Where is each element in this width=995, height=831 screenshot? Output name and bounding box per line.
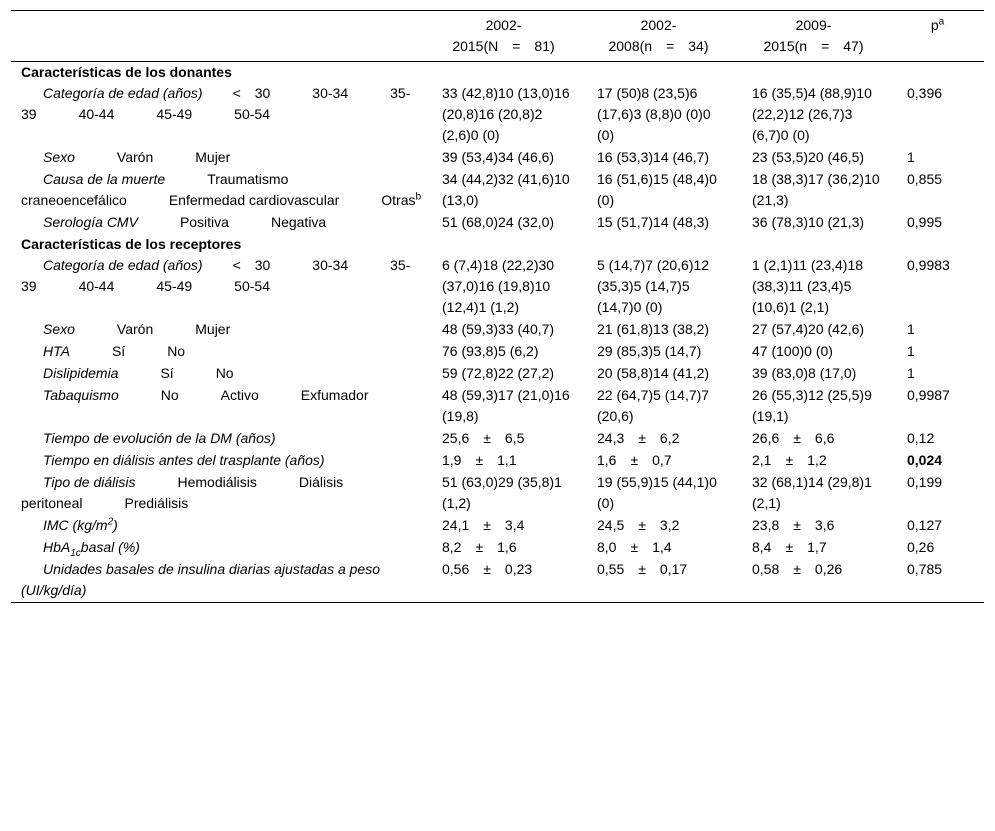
table-row: Unidades basales de insulina diarias ajustadas a peso (UI/kg/día) 0,56 ± 0,23 0,55 ± 0,17 0,58 ± 0,26 0,785 <box>11 559 984 603</box>
header-2002-2008: 2002- 2008(n = 34) <box>608 17 709 54</box>
table-row: Tabaquismo No Activo Exfumador 48 (59,3)17 (21,0)16 (19,8) 22 (64,7)5 (14,7)7 (20,6) 26 (55,3)12 (25,5)9 (19,1) 0,9987 <box>43 387 950 424</box>
header-empty <box>11 11 426 62</box>
table-row: Tiempo de evolución de la DM (años) 25,6 ± 6,5 24,3 ± 6,2 26,6 ± 6,6 0,12 <box>43 430 935 446</box>
section-donors: Características de los donantes <box>21 64 232 80</box>
table-row: Dislipidemia Sí No 59 (72,8)22 (27,2) 20 (58,8)14 (41,2) 39 (83,0)8 (17,0) 1 <box>43 365 915 381</box>
table-row: Serología CMV Positiva Negativa 51 (68,0)24 (32,0) 15 (51,7)14 (48,3) 36 (78,3)10 (21,3) 0,995 <box>43 214 943 230</box>
header-p: $p^a$ <box>930 16 945 33</box>
table-row: Tiempo en diálisis antes del trasplante (años) 1,9 ± 1,1 1,6 ± 0,7 2,1 ± 1,2 0,024 <box>43 452 943 468</box>
table-row: IMC $(kg/m^2)$ 24,1 ± 3,4 24,5 ± 3,2 23,8 ± 3,6 0,127 <box>43 516 943 533</box>
table-container <box>11 10 984 603</box>
table-row: Sexo Varón Mujer 48 (59,3)33 (40,7) 21 (61,8)13 (38,2) 27 (57,4)20 (42,6) 1 <box>43 321 915 337</box>
table-row: Sexo Varón Mujer 39 (53,4)34 (46,6) 16 (53,3)14 (46,7) 23 (53,5)20 (46,5) 1 <box>43 149 915 165</box>
table-row: Categoría de edad (años) < 30 30-34 35-39 40-44 45-49 50-54 6 (7,4)18 (22,2)30 (37,0)16 (19,8)10 (12,4)1 (1,2) 5 (14,7)7 (20,6)12 (35,3)5 (14,7)5 (14,7)0 (0) 1 (2,1)11 (23,4)18 (38,3)11 (23,4)5 (10,6)1 (2,1) 0,9983 <box>21 257 950 315</box>
table-row: HTA Sí No 76 (93,8)5 (6,2) 29 (85,3)5 (14,7) 47 (100)0 (0) 1 <box>43 343 915 359</box>
table-header <box>11 11 984 62</box>
table-row: Categoría de edad (años) < 30 30-34 35-39 40-44 45-49 50-54 33 (42,8)10 (13,0)16 (20,8)16 (20,8)2 (2,6)0 (0) 17 (50)8 (23,5)6 (17,6)3 (8,8)0 (0)0 (0) 16 (35,5)4 (88,9)10 (22,2)12 (26,7)3 (6,7)0 (0) 0,396 <box>21 85 943 143</box>
table-row: Tipo de diálisis Hemodiálisis Diálisis peritoneal Prediálisis 51 (63,0)29 (35,8)1 (1,2) 19 (55,9)15 (44,1)0 (0) 32 (68,1)14 (29,8)1 (2,1) 0,199 <box>21 474 943 511</box>
table-row: Causa de la muerte Traumatismo craneoencefálico Enfermedad cardiovascular Otras$^b$ 34 (44,2)32 (41,6)10 (13,0) 16 (51,6)15 (48,4)0 (0) 18 (38,3)17 (36,2)10 (21,3) 0,855 <box>21 171 943 208</box>
section-recipients: Características de los receptores <box>21 236 242 252</box>
header-2009-2015: 2009- 2015(n = 47) <box>763 17 864 54</box>
data-table <box>11 10 984 603</box>
header-total: 2002- 2015(N = 81) <box>452 17 555 54</box>
table-row: HbA$_{1c}$basal (%) 8,2 ± 1,6 8,0 ± 1,4 8,4 ± 1,7 0,26 <box>43 539 935 559</box>
